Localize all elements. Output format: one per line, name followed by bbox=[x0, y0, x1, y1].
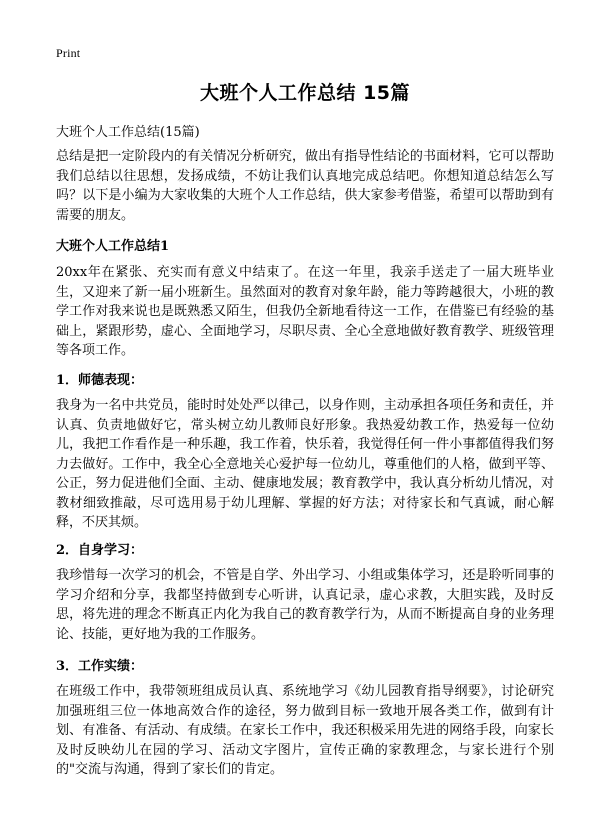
section-heading-summary-1: 大班个人工作总结1 bbox=[56, 239, 170, 254]
section-heading-ethics: 1．师德表现： bbox=[56, 373, 144, 388]
section-body-ethics: 我身为一名中共党员，能时时处处严以律己，以身作则，主动承担各项任务和责任，并认真、负责地做好它，常头树立幼儿教师良好形象。我热爱幼教工作，热爱每一位幼儿，我把工作看作是一种乐趣，我工作着，快乐着，我觉得任何一件小事都值得我们努力去做好。工作中，我全心全意地关心爱护每一位幼儿，尊重他们的人格，做到平等、公正，努力促进他们全面、主动、健康地发展；教育教学中，我认真分析幼儿情况，对教材细致推敲，尽可选用易于幼儿理解、掌握的好方法；对待家长和气真诚，耐心解释，不厌其烦。 bbox=[56, 398, 554, 530]
intro-paragraph: 总结是把一定阶段内的有关情况分析研究，做出有指导性结论的书面材料，它可以帮助我们总结以往思想，发扬成绩，不妨让我们认真地完成总结吧。你想知道总结怎么写吗？以下是小编为大家收集的大班个人工作总结，供大家参考借鉴，希望可以帮助到有需要的朋友。 bbox=[56, 149, 554, 223]
section-body-work-results: 在班级工作中，我带领班组成员认真、系统地学习《幼儿园教育指导纲要》，讨论研究加强班组三位一体地高效合作的途径，努力做到目标一致地开展各类工作，做到有计划、有准备、有活动、有成绩。在家长工作中，我还积极采用先进的网络手段，向家长及时反映幼儿在园的学习、活动文字图片，宣传正确的家教理念，与家长进行个别的"交流与沟通，得到了家长们的肯定。 bbox=[56, 684, 554, 777]
section-heading-self-study: 2．自身学习： bbox=[56, 543, 144, 558]
section-heading-work-results: 3．工作实绩： bbox=[56, 659, 144, 674]
print-link[interactable]: Print bbox=[56, 46, 81, 60]
document-subtitle: 大班个人工作总结(15篇) bbox=[56, 125, 200, 140]
section-body-summary-1: 20xx年在紧张、充实而有意义中结束了。在这一年里，我亲手送走了一届大班毕业生，又迎来了新一届小班新生。虽然面对的教育对象年龄，能力等跨越很大，小班的教学工作对我来说也是既熟悉又陌生，但我仍全新地看待这一工作，在借鉴已有经验的基础上，紧跟形势，虚心、全面地学习，尽职尽责、全心全意地做好教育教学、班级管理等各项工作。 bbox=[56, 265, 554, 358]
page-title: 大班个人工作总结 15篇 bbox=[199, 82, 411, 104]
section-body-self-study: 我珍惜每一次学习的机会，不管是自学、外出学习、小组或集体学习，还是聆听同事的学习介绍和分享，我都坚持做到专心听讲，认真记录，虚心求教，大胆实践，及时反思，将先进的理念不断真正内化为我自己的教育教学行为，从而不断提高自身的业务理论、技能，更好地为我的工作服务。 bbox=[56, 568, 554, 642]
